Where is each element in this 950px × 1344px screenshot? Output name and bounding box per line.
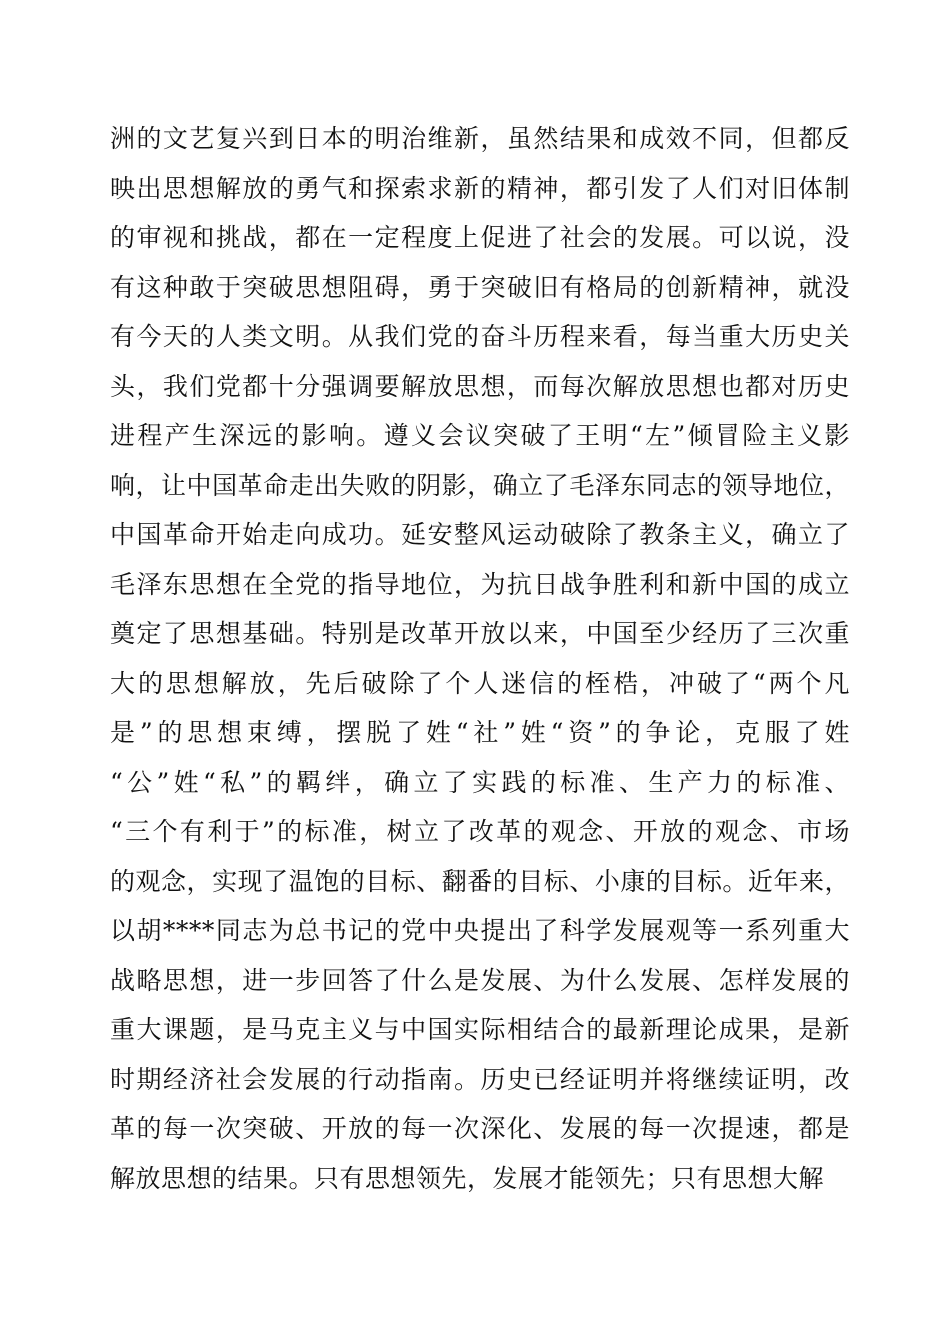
text-line: 有这种敢于突破思想阻碍，勇于突破旧有格局的创新精神，就没 bbox=[110, 272, 850, 302]
text-line: 奠定了思想基础。特别是改革开放以来，中国至少经历了三次重 bbox=[110, 619, 850, 648]
text-line: 有今天的人类文明。从我们党的奋斗历程来看，每当重大历史关 bbox=[110, 322, 850, 351]
text-line: 战略思想，进一步回答了什么是发展、为什么发展、怎样发展的 bbox=[110, 965, 850, 995]
text-line: 中国革命开始走向成功。延安整风运动破除了教条主义，确立了 bbox=[110, 520, 850, 549]
text-line: 解放思想的结果。只有思想领先，发展才能领先；只有思想大解 bbox=[110, 1163, 825, 1193]
text-line: 革的每一次突破、开放的每一次深化、发展的每一次提速，都是 bbox=[110, 1114, 850, 1143]
text-line: 重大课题，是马克主义与中国实际相结合的最新理论成果，是新 bbox=[110, 1015, 850, 1044]
text-line: 的审视和挑战，都在一定程度上促进了社会的发展。可以说，没 bbox=[110, 223, 850, 252]
text-line: 以胡****同志为总书记的党中央提出了科学发展观等一系列重大 bbox=[110, 916, 850, 945]
text-line: 进程产生深远的影响。遵义会议突破了王明“左”倾冒险主义影 bbox=[110, 421, 850, 450]
text-line: 毛泽东思想在全党的指导地位，为抗日战争胜利和新中国的成立 bbox=[110, 569, 850, 599]
text-line: 是”的思想束缚，摆脱了姓“社”姓“资”的争论，克服了姓 bbox=[110, 718, 850, 747]
text-line: 头，我们党都十分强调要解放思想，而每次解放思想也都对历史 bbox=[110, 371, 850, 401]
text-line: “三个有利于”的标准，树立了改革的观念、开放的观念、市场 bbox=[110, 817, 850, 846]
text-line: 大的思想解放，先后破除了个人迷信的桎梏，冲破了“两个凡 bbox=[110, 668, 850, 698]
body-paragraph bbox=[110, 114, 850, 1203]
text-line: 响，让中国革命走出失败的阴影，确立了毛泽东同志的领导地位， bbox=[110, 470, 850, 500]
text-line: 时期经济社会发展的行动指南。历史已经证明并将继续证明，改 bbox=[110, 1064, 850, 1094]
text-line: 洲的文艺复兴到日本的明治维新，虽然结果和成效不同，但都反 bbox=[110, 124, 850, 153]
text-line: 映出思想解放的勇气和探索求新的精神，都引发了人们对旧体制 bbox=[110, 173, 850, 203]
text-line: 的观念，实现了温饱的目标、翻番的目标、小康的目标。近年来， bbox=[110, 866, 850, 896]
text-line: “公”姓“私”的羁绊，确立了实践的标准、生产力的标准、 bbox=[110, 767, 850, 797]
